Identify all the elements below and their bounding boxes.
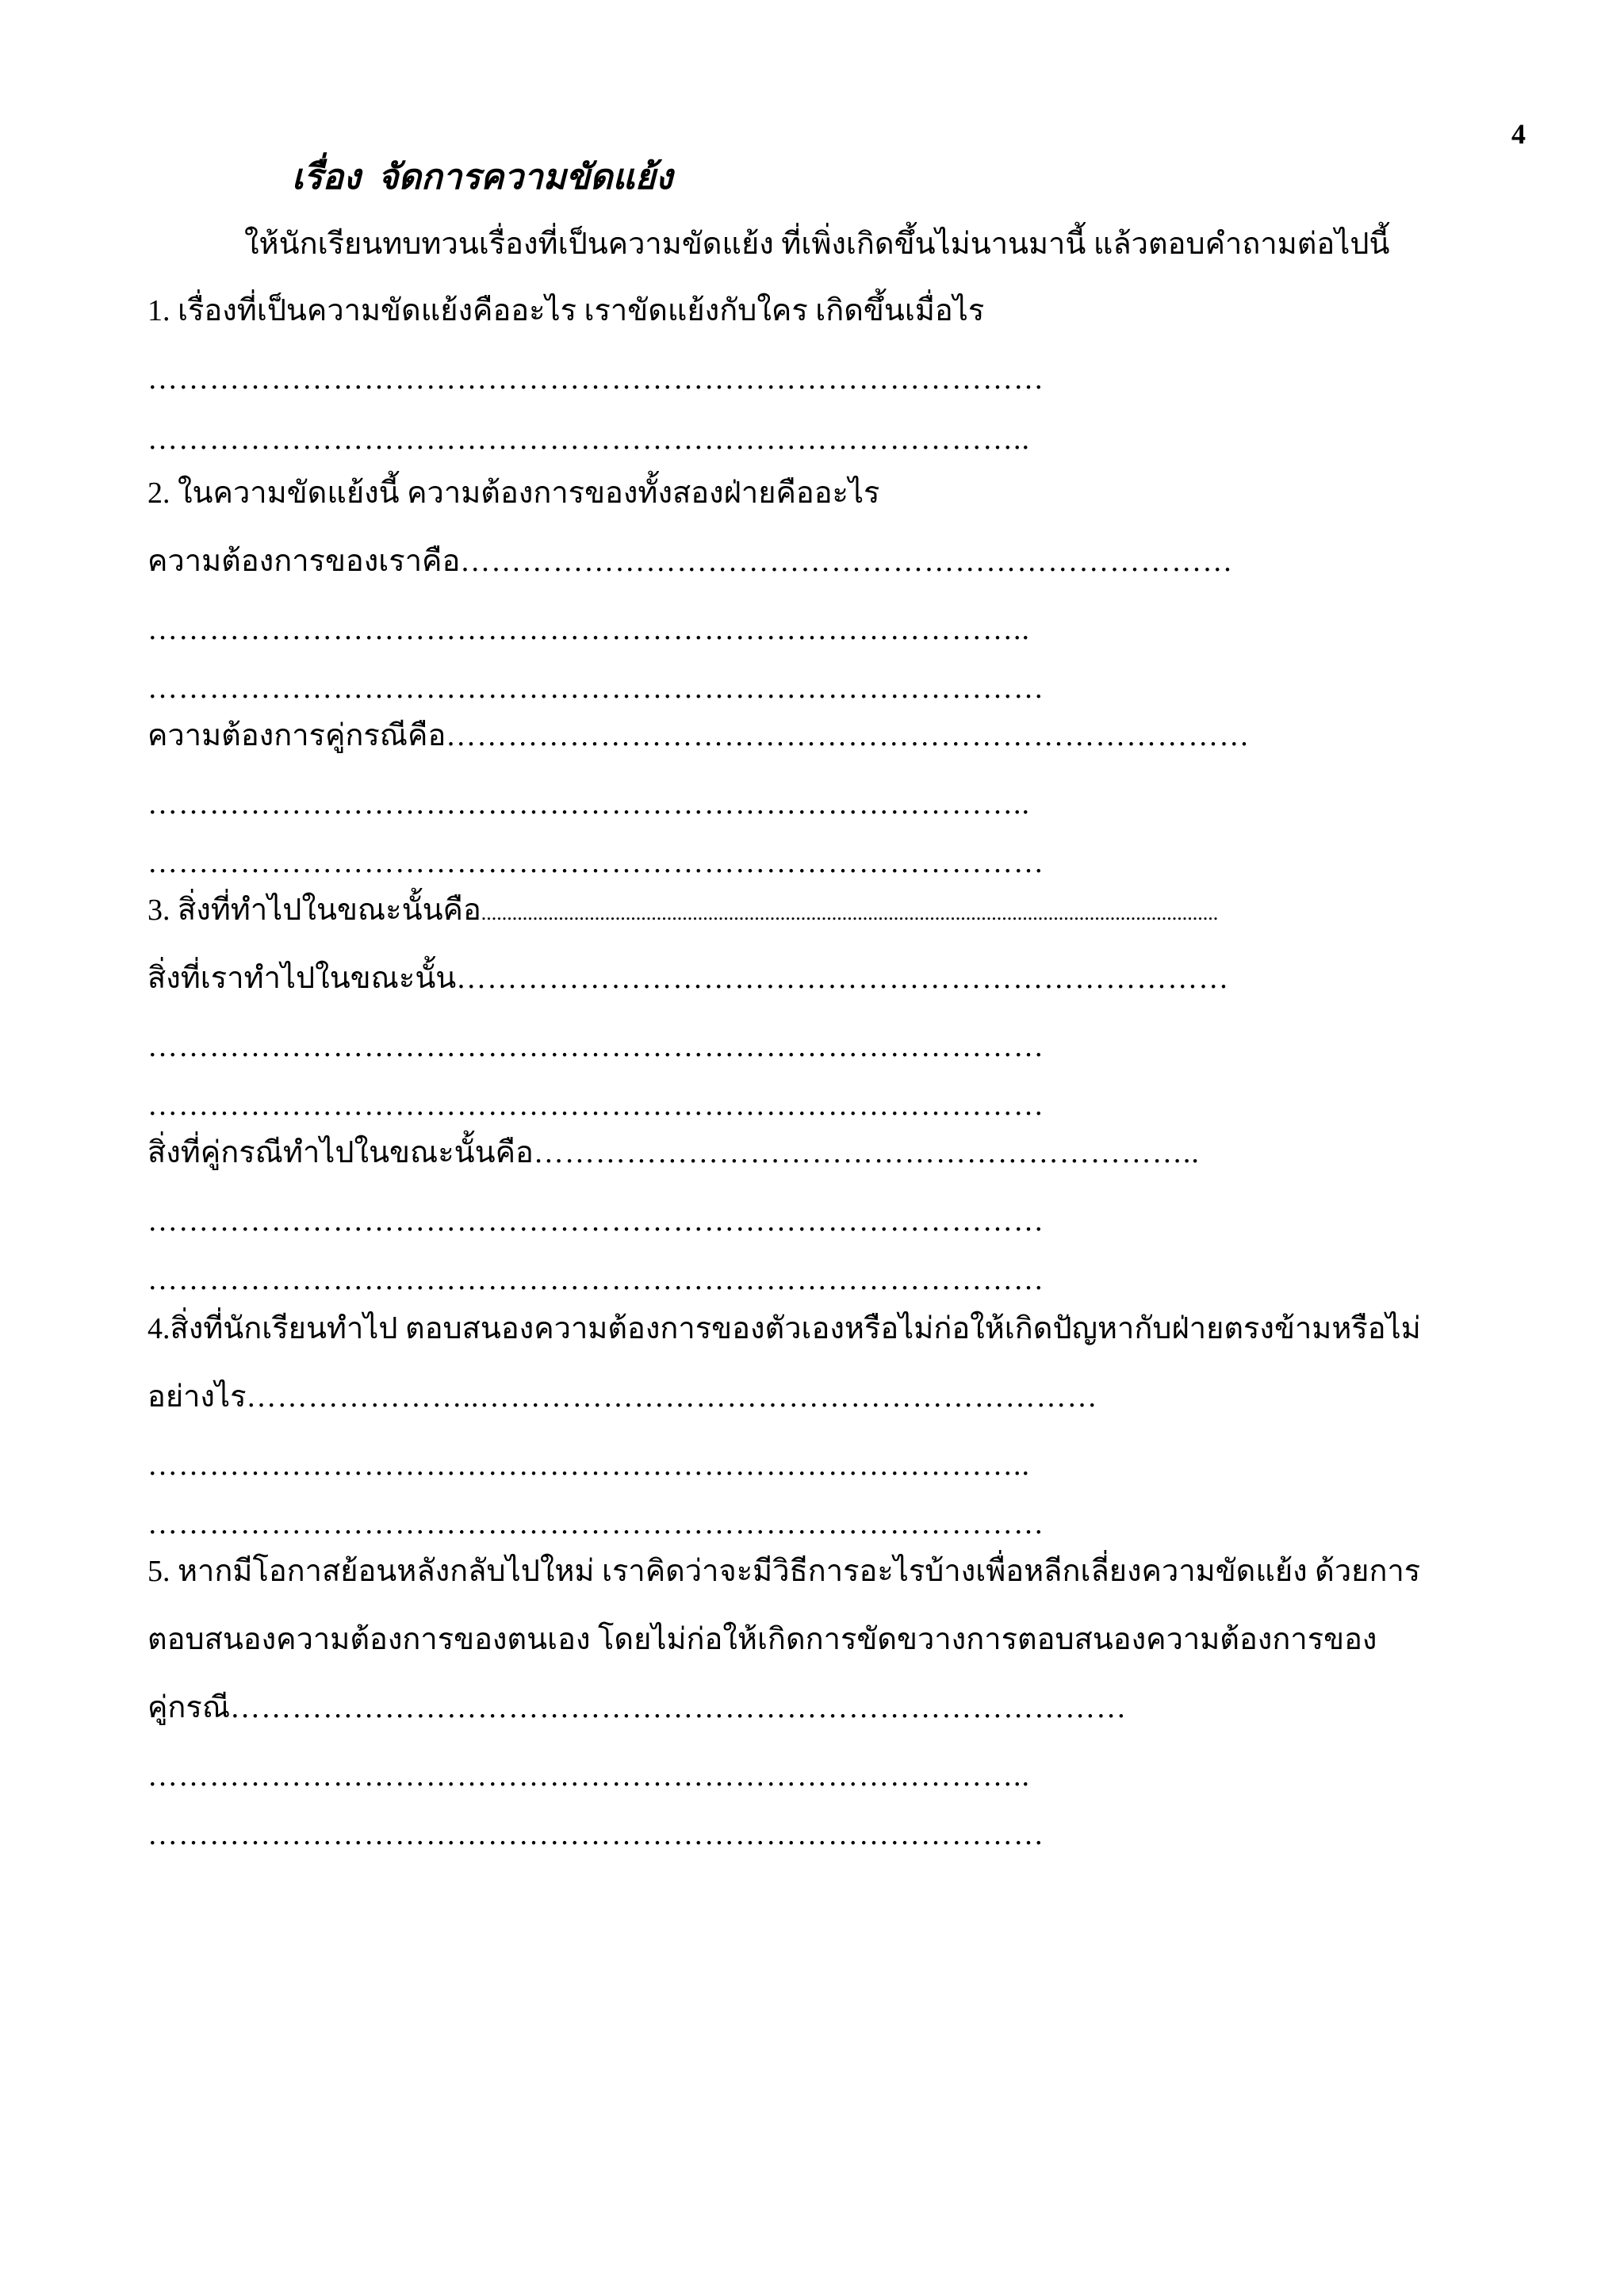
answer-line: ………………………………………………………………………….. (147, 613, 1030, 646)
page-number: 4 (1511, 118, 1526, 150)
answer-line: ………………………………………………………………………….. (147, 787, 1030, 821)
question-3-partner-label: สิ่งที่คู่กรณีทำไปในขณะนั้นคือ (147, 1136, 534, 1169)
answer-line: …………………………………………………………………………… (147, 1089, 1044, 1122)
answer-line: …………………………………………………………………… (446, 719, 1251, 752)
answer-line: …………………………………………………………………………… (147, 1204, 1044, 1238)
question-3-label: 3. สิ่งที่ทำไปในขณะนั้นคือ (147, 894, 481, 927)
answer-line: ………………………………………………………………… (460, 545, 1234, 578)
question-3-partner (147, 1134, 1200, 1172)
question-4: 4.สิ่งที่นักเรียนทำไป ตอบสนองความต้องการของตัวเองหรือไม่ก่อให้เกิดปัญหากับฝ่ายตรงข้ามหรือไม่ (147, 1312, 1421, 1345)
question-4-how-label: อย่างไร (147, 1380, 247, 1414)
question-3 (147, 891, 1218, 932)
question-3-ours (147, 959, 1229, 997)
question-4-how (147, 1378, 1098, 1416)
question-2: 2. ในความขัดแย้งนี้ ความต้องการของทั้งสองฝ่ายคืออะไร (147, 476, 880, 510)
question-5-partner-label: คู่กรณี (147, 1691, 231, 1724)
answer-line: ……………………………………………………….. (533, 1136, 1200, 1169)
answer-line: ............................................................................................................................................... (481, 901, 1219, 924)
answer-line: …………………………………………………………………………… (230, 1691, 1128, 1724)
answer-line: …………………………………………………………………………… (147, 846, 1044, 879)
answer-line: ………………………………………………………………………….. (147, 423, 1030, 456)
intro-text: ให้นักเรียนทบทวนเรื่องที่เป็นความขัดแย้ง ที่เพิ่งเกิดขึ้นไม่นานมานี้ แล้วตอบคำถามต่อไปนี้ (244, 228, 1390, 261)
question-2-partner (147, 717, 1250, 755)
answer-line: …………………………………………………………………………… (147, 672, 1044, 705)
question-3-ours-label: สิ่งที่เราทำไปในขณะนั้น (147, 962, 457, 995)
answer-line: …………………………………………………………………………… (147, 1507, 1044, 1540)
question-1: 1. เรื่องที่เป็นความขัดแย้งคืออะไร เราขัดแย้งกับใคร เกิดขึ้นเมื่อไร (147, 294, 985, 327)
answer-line: ………………………………………………………………………….. (147, 1759, 1030, 1793)
answer-line: ………………………………………………………………………….. (147, 1448, 1030, 1482)
question-2-ours-label: ความต้องการของเราคือ (147, 545, 461, 578)
question-5-line-3 (147, 1689, 1127, 1727)
question-2-ours (147, 542, 1233, 580)
answer-line: …………………..…………………………………………………… (246, 1380, 1098, 1414)
answer-line: …………………………………………………………………………… (147, 1818, 1044, 1851)
answer-line: …………………………………………………………………………… (147, 1263, 1044, 1296)
page-title: เรื่อง จัดการความขัดแย้ง (292, 158, 673, 197)
answer-line: …………………………………………………………………………… (147, 362, 1044, 396)
answer-line: …………………………………………………………………………… (147, 1030, 1044, 1063)
answer-line: ………………………………………………………………… (456, 962, 1230, 995)
question-5-line-2: ตอบสนองความต้องการของตนเอง โดยไม่ก่อให้เกิดการขัดขวางการตอบสนองความต้องการของ (147, 1623, 1377, 1656)
question-5-line-1: 5. หากมีโอกาสย้อนหลังกลับไปใหม่ เราคิดว่าจะมีวิธีการอะไรบ้างเพื่อหลีกเลี่ยงความขัดแย้ง ด้วยการ (147, 1555, 1421, 1588)
question-2-partner-label: ความต้องการคู่กรณีคือ (147, 719, 446, 752)
